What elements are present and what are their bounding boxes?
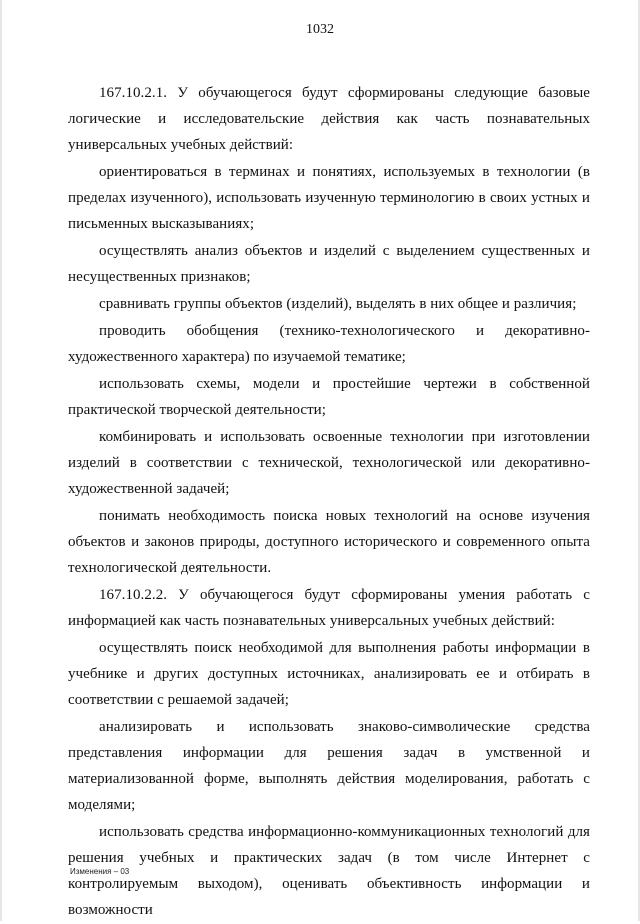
paragraph: комбинировать и использовать освоенные технологии при изготовлении изделий в соответствии с технической, технологической или декоративно-художественной задачей; [68, 429, 590, 497]
paragraph: анализировать и использовать знаково-символические средства представления информации для решения задач в умственной и материализованной форме, выполнять действия моделирования, работать с моделями; [68, 719, 590, 813]
document-body [68, 80, 590, 924]
page-number: 1032 [306, 22, 334, 37]
paragraph: осуществлять анализ объектов и изделий с выделением существенных и несущественных признаков; [68, 243, 590, 285]
paragraph: осуществлять поиск необходимой для выполнения работы информации в учебнике и других доступных источниках, анализировать ее и отбирать в соответствии с решаемой задачей; [68, 640, 590, 708]
footer-revision-note: Изменения – 03 [70, 867, 130, 876]
paragraph: использовать схемы, модели и простейшие чертежи в собственной практической творческой деятельности; [68, 376, 590, 418]
scan-edge-left [0, 0, 2, 921]
paragraph: понимать необходимость поиска новых технологий на основе изучения объектов и законов природы, доступного исторического и современного опыта технологической деятельности. [68, 508, 590, 576]
paragraph: проводить обобщения (технико-технологического и декоративно-художественного характера) по изучаемой тематике; [68, 323, 590, 365]
paragraph: сравнивать группы объектов (изделий), выделять в них общее и различия; [99, 296, 577, 312]
paragraph: ориентироваться в терминах и понятиях, используемых в технологии (в пределах изученного), использовать изученную терминологию в своих устных и письменных высказываниях; [68, 164, 590, 232]
paragraph: 167.10.2.2. У обучающегося будут сформированы умения работать с информацией как часть познавательных универсальных учебных действий: [68, 587, 590, 629]
paragraph: 167.10.2.1. У обучающегося будут сформированы следующие базовые логические и исследовательские действия как часть познавательных универсальных учебных действий: [68, 85, 590, 153]
paragraph: использовать средства информационно-коммуникационных технологий для решения учебных и практических задач (в том числе Интернет с контролируемым выходом), оценивать объективность информации и возможности [68, 824, 590, 918]
